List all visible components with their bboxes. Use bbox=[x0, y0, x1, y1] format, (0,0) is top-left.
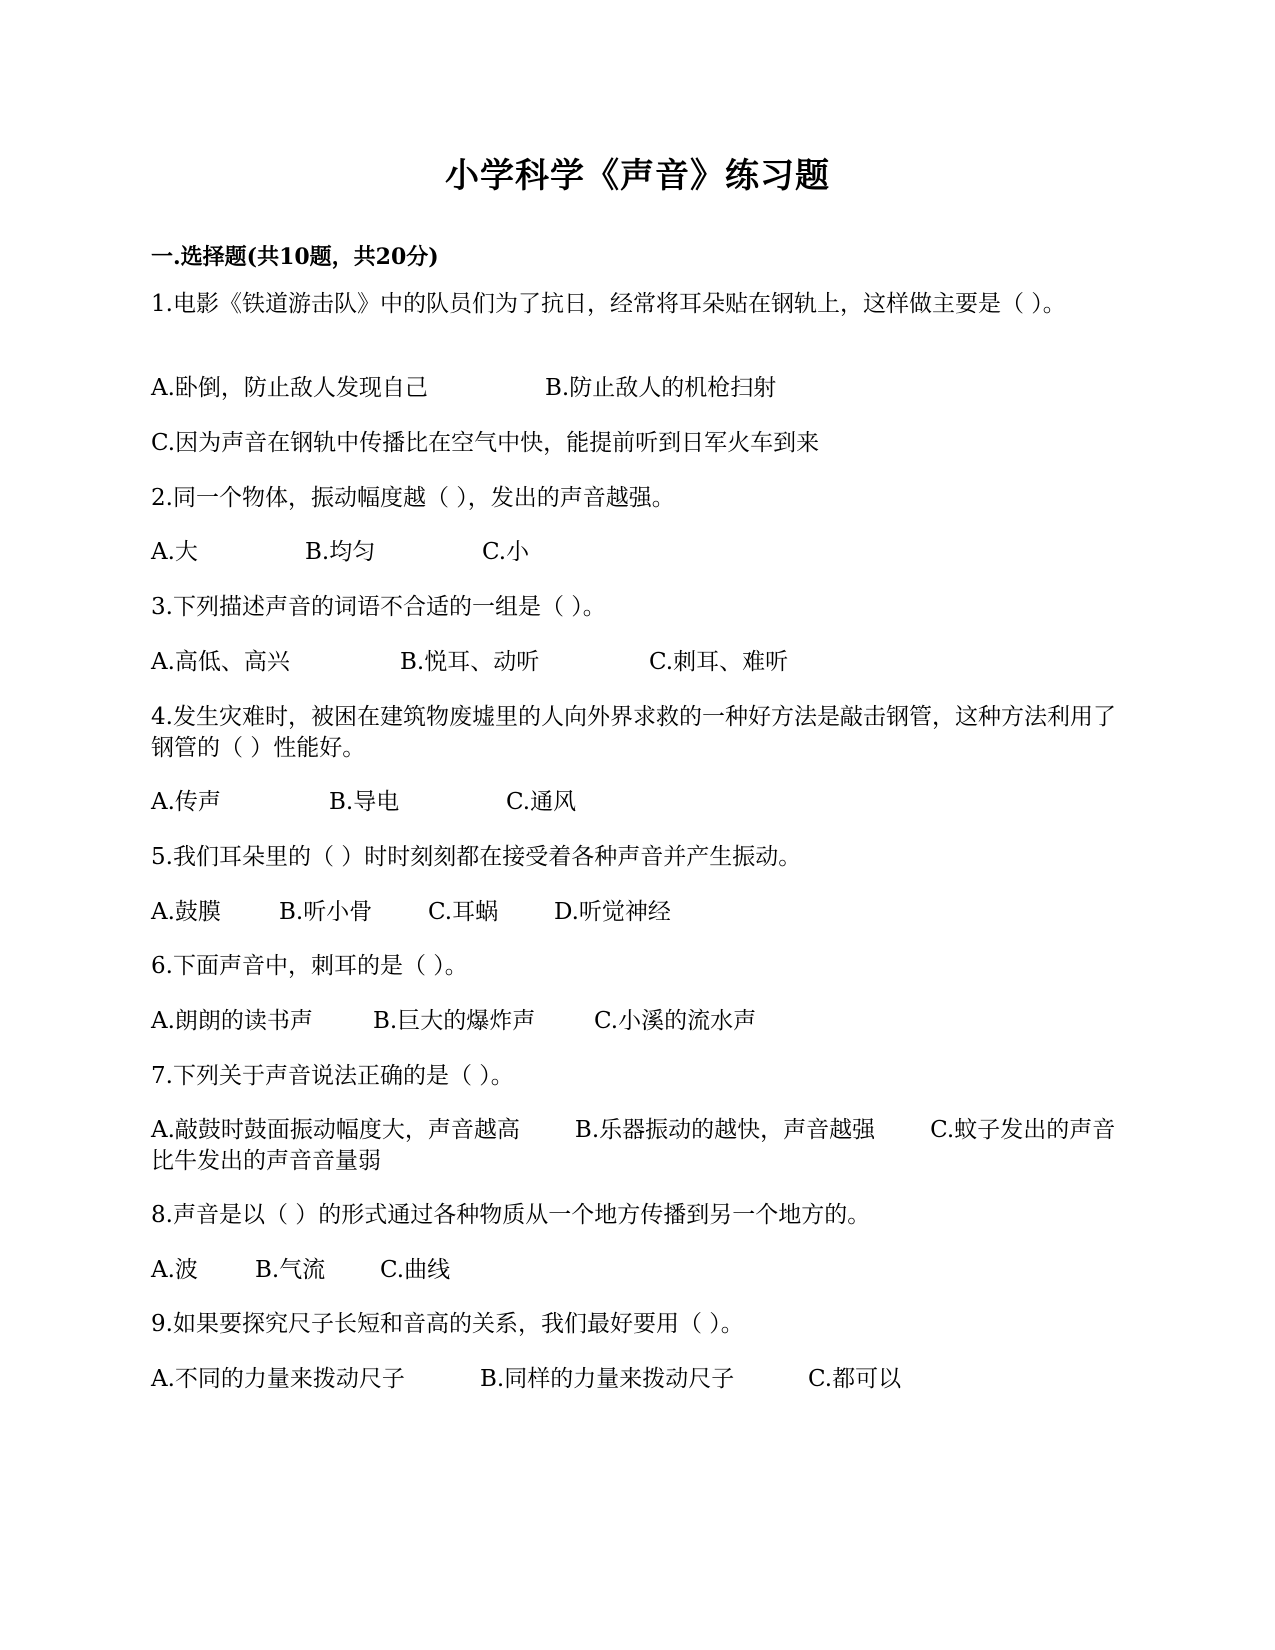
question-6-options bbox=[151, 1006, 756, 1037]
q9-option-a: A.不同的力量来拨动尺子 bbox=[151, 1366, 405, 1392]
q1-option-c: C.因为声音在钢轨中传播比在空气中快，能提前听到日军火车到来 bbox=[151, 430, 820, 456]
question-1-stem: 1.电影《铁道游击队》中的队员们为了抗日，经常将耳朵贴在钢轨上，这样做主要是（ ）。 bbox=[151, 291, 1066, 317]
question-2-stem: 2.同一个物体，振动幅度越（ ），发出的声音越强。 bbox=[151, 485, 675, 511]
q8-option-c: C.曲线 bbox=[380, 1257, 451, 1283]
question-3-stem: 3.下列描述声音的词语不合适的一组是（ ）。 bbox=[151, 594, 606, 620]
question-5-stem: 5.我们耳朵里的（ ）时时刻刻都在接受着各种声音并产生振动。 bbox=[151, 844, 802, 870]
page-title: 小学科学《声音》练习题 bbox=[445, 156, 830, 196]
q3-option-c: C.刺耳、难听 bbox=[649, 649, 789, 675]
q2-option-c: C.小 bbox=[482, 539, 530, 565]
q4-option-b: B.导电 bbox=[329, 789, 400, 815]
question-9-stem: 9.如果要探究尺子长短和音高的关系，我们最好要用（ ）。 bbox=[151, 1311, 744, 1337]
q7-option-b: B.乐器振动的越快，声音越强 bbox=[574, 1117, 876, 1143]
q2-option-a: A.大 bbox=[151, 539, 198, 565]
question-3-options bbox=[151, 647, 788, 678]
q7-option-c: C.蚊子发出的声音比牛发出的声音音量弱 bbox=[151, 1117, 1116, 1174]
q9-option-c: C.都可以 bbox=[808, 1366, 902, 1392]
question-7-stem: 7.下列关于声音说法正确的是（ ）。 bbox=[151, 1063, 514, 1089]
q7-option-a: A.敲鼓时鼓面振动幅度大，声音越高 bbox=[151, 1117, 520, 1143]
q1-option-b: B.防止敌人的机枪扫射 bbox=[545, 375, 777, 401]
q5-option-c: C.耳蜗 bbox=[428, 899, 499, 925]
q4-option-a: A.传声 bbox=[151, 789, 221, 815]
question-9-options bbox=[151, 1364, 901, 1395]
q2-option-b: B.均匀 bbox=[305, 539, 376, 565]
question-1-options bbox=[151, 373, 776, 404]
q6-option-c: C.小溪的流水声 bbox=[594, 1008, 757, 1034]
q3-option-b: B.悦耳、动听 bbox=[400, 649, 540, 675]
question-4-options bbox=[151, 787, 576, 818]
q3-option-a: A.高低、高兴 bbox=[151, 649, 290, 675]
question-8-stem: 8.声音是以（ ）的形式通过各种物质从一个地方传播到另一个地方的。 bbox=[151, 1202, 871, 1228]
q8-option-b: B.气流 bbox=[255, 1257, 326, 1283]
q5-option-b: B.听小骨 bbox=[279, 899, 373, 925]
q6-option-b: B.巨大的爆炸声 bbox=[373, 1008, 536, 1034]
q5-option-d: D.听觉神经 bbox=[554, 899, 671, 925]
question-7-options bbox=[151, 1115, 1126, 1177]
question-4-stem: 4.发生灾难时，被困在建筑物废墟里的人向外界求救的一种好方法是敲击钢管，这种方法利用了钢管的（ ）性能好。 bbox=[151, 704, 1116, 761]
q1-option-a: A.卧倒，防止敌人发现自己 bbox=[151, 375, 428, 401]
q8-option-a: A.波 bbox=[151, 1257, 198, 1283]
question-8-options bbox=[151, 1255, 450, 1286]
question-2-options bbox=[151, 537, 529, 568]
section-heading: 一.选择题(共10题，共20分) bbox=[151, 244, 439, 270]
question-5-options bbox=[151, 897, 671, 928]
question-6-stem: 6.下面声音中，刺耳的是（ ）。 bbox=[151, 953, 468, 979]
q6-option-a: A.朗朗的读书声 bbox=[151, 1008, 313, 1034]
q9-option-b: B.同样的力量来拨动尺子 bbox=[480, 1366, 735, 1392]
q5-option-a: A.鼓膜 bbox=[151, 899, 221, 925]
q4-option-c: C.通风 bbox=[506, 789, 577, 815]
